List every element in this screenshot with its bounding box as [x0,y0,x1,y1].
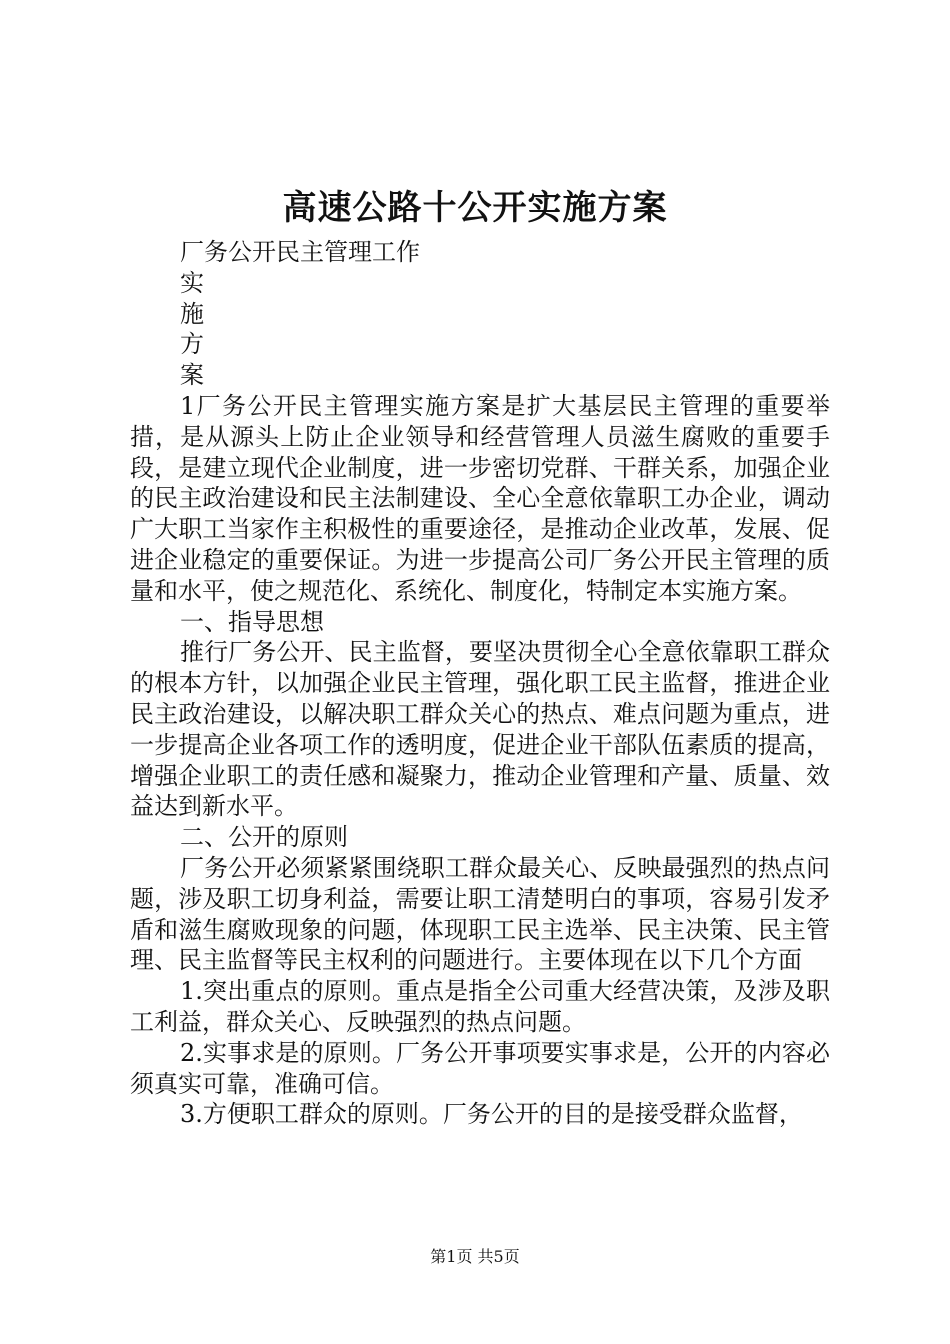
principle-item-3: 3.方便职工群众的原则。厂务公开的目的是接受群众监督， [180,1100,803,1129]
paragraph-intro: 1厂务公开民主管理实施方案是扩大基层民主管理的重要举措，是从源头上防止企业领导和经营管理人员滋生腐败的重要手段，是建立现代企业制度，进一步密切党群、干群关系，加强企业的民主政治建设和民主法制建设、全心全意依靠职工办企业，调动广大职工当家作主积极性的重要途径，是推动企业改革，发展、促进企业稳定的重要保证。为进一步提高公司厂务公开民主管理的质量和水平，使之规范化、系统化、制度化，特制定本实施方案。 [130,391,830,605]
document-title: 高速公路十公开实施方案 [282,188,668,228]
page-footer: 第1页 共5页 [430,1247,520,1266]
document-body [130,237,830,1130]
vertical-char-2: 施 [180,299,204,328]
paragraph-guiding-thought: 推行厂务公开、民主监督，要坚决贯彻全心全意依靠职工群众的根本方针，以加强企业民主管理，强化职工民主监督，推进企业民主政治建设，以解决职工群众关心的热点、难点问题为重点，进一步提高企业各项工作的透明度，促进企业干部队伍素质的提高，增强企业职工的责任感和凝聚力，推动企业管理和产量、质量、效益达到新水平。 [130,638,830,821]
vertical-char-4: 案 [180,361,204,390]
vertical-char-3: 方 [180,330,204,359]
principle-item-2: 2.实事求是的原则。厂务公开事项要实事求是，公开的内容必须真实可靠，准确可信。 [130,1038,830,1098]
paragraph-principles: 厂务公开必须紧紧围绕职工群众最关心、反映最强烈的热点问题，涉及职工切身利益，需要让职工清楚明白的事项，容易引发矛盾和滋生腐败现象的问题，体现职工民主选举、民主决策、民主管理、民主监督等民主权利的问题进行。主要体现在以下几个方面 [130,853,830,975]
principle-item-1: 1.突出重点的原则。重点是指全公司重大经营决策，及涉及职工利益，群众关心、反映强烈的热点问题。 [130,977,830,1036]
subtitle-line: 厂务公开民主管理工作 [180,238,420,266]
heading-principles: 二、公开的原则 [180,823,348,852]
vertical-char-1: 实 [180,268,204,297]
heading-guiding-thought: 一、指导思想 [180,607,324,636]
